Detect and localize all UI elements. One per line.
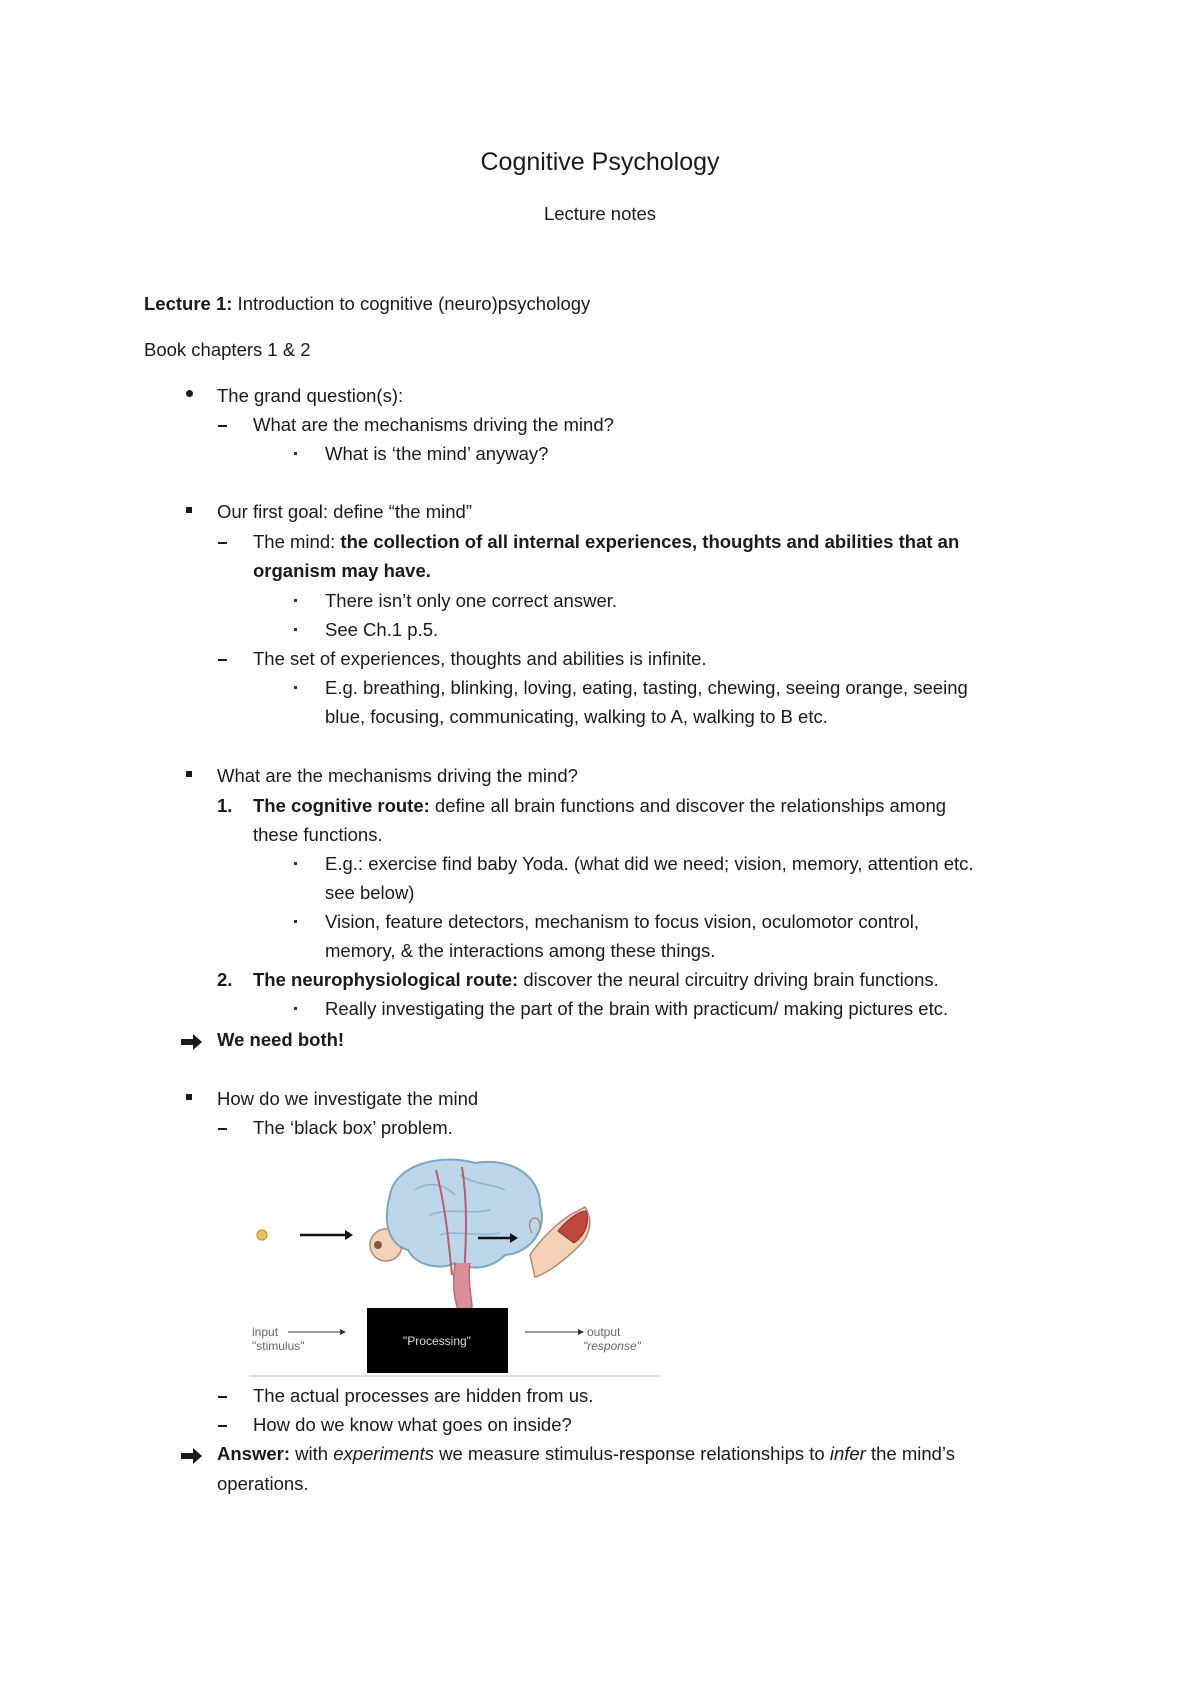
answer-infer: infer [829, 1443, 866, 1464]
document-subtitle: Lecture notes [543, 203, 657, 224]
section-2-subitem: See Ch.1 p.5. [325, 619, 439, 640]
output-arrow-head [578, 1329, 584, 1335]
section-1-heading: The grand question(s): [217, 385, 404, 406]
section-3-subitem-cont: memory, & the interactions among these things. [325, 940, 716, 961]
dash-icon [218, 1128, 227, 1130]
bullet-dot-icon [186, 390, 193, 397]
mind-definition-text-cont: organism may have. [253, 560, 431, 581]
input-label: input [252, 1325, 279, 1339]
answer-experiments: experiments [333, 1443, 434, 1464]
answer-label: Answer: [217, 1443, 290, 1464]
conclusion-text: We need both! [217, 1029, 345, 1050]
lecture-label: Lecture 1: [144, 293, 233, 314]
output-sub-label: "response" [583, 1339, 641, 1353]
neuro-route-text: discover the neural circuitry driving brain functions. [518, 969, 939, 990]
section-2-item: The set of experiences, thoughts and abilities is infinite. [253, 648, 707, 669]
neurophysiological-route [253, 965, 939, 994]
input-arrow-head [340, 1329, 346, 1335]
section-4-heading: How do we investigate the mind [217, 1088, 479, 1109]
stimulus-dot [257, 1230, 267, 1240]
input-sub-label: "stimulus" [252, 1339, 305, 1353]
answer-cont: operations. [217, 1473, 309, 1494]
conclusion [217, 1025, 344, 1054]
cognitive-route [253, 791, 946, 820]
answer-text: we measure stimulus-response relationships to [433, 1443, 830, 1464]
sub-bullet-icon [294, 1007, 297, 1010]
number-label: 2. [217, 969, 233, 990]
cognitive-route-label: The cognitive route: [253, 795, 430, 816]
section-2-subitem-cont: blue, focusing, communicating, walking to A, walking to B etc. [325, 706, 828, 727]
arrow-right-icon [180, 1032, 204, 1052]
numbered-1-num [217, 791, 232, 820]
numbered-2-num [217, 965, 232, 994]
cognitive-route-text: define all brain functions and discover the relationships among [429, 795, 947, 816]
black-box-figure [240, 1145, 670, 1377]
answer [217, 1439, 955, 1468]
bullet-square-icon [186, 771, 192, 777]
section-4-item: The actual processes are hidden from us. [253, 1385, 594, 1406]
output-label: output [587, 1325, 621, 1339]
section-2-heading: Our first goal: define “the mind” [217, 501, 472, 522]
arrow-head [345, 1230, 353, 1240]
dash-icon [218, 1425, 227, 1427]
section-1-item: What are the mechanisms driving the mind? [253, 414, 614, 435]
dash-icon [218, 542, 227, 544]
sub-bullet-icon [294, 452, 297, 455]
section-3-subitem: E.g.: exercise find baby Yoda. (what did we need; vision, memory, attention etc. [325, 853, 974, 874]
section-2-subitem: E.g. breathing, blinking, loving, eating, tasting, chewing, seeing orange, seeing [325, 677, 968, 698]
section-4-item: How do we know what goes on inside? [253, 1414, 572, 1435]
sub-bullet-icon [294, 862, 297, 865]
document-title: Cognitive Psychology [480, 148, 720, 176]
cognitive-route-cont: these functions. [253, 824, 383, 845]
section-3-subitem-cont: see below) [325, 882, 415, 903]
section-3-heading: What are the mechanisms driving the mind? [217, 765, 578, 786]
sub-bullet-icon [294, 686, 297, 689]
sub-bullet-icon [294, 920, 297, 923]
section-3-subitem: Really investigating the part of the brain with practicum/ making pictures etc. [325, 998, 949, 1019]
section-3-subitem: Vision, feature detectors, mechanism to focus vision, oculomotor control, [325, 911, 919, 932]
section-1-subitem: What is ‘the mind’ anyway? [325, 443, 549, 464]
sub-bullet-icon [294, 599, 297, 602]
arrow-right-icon [180, 1446, 204, 1466]
mind-definition-cont [253, 556, 431, 585]
dash-icon [218, 425, 227, 427]
bullet-square-icon [186, 507, 192, 513]
dash-icon [218, 659, 227, 661]
answer-text: the mind’s [865, 1443, 955, 1464]
answer-text: with [290, 1443, 334, 1464]
neuro-route-label: The neurophysiological route: [253, 969, 519, 990]
bullet-square-icon [186, 1094, 192, 1100]
section-4-item: The ‘black box’ problem. [253, 1117, 453, 1138]
dash-icon [218, 1396, 227, 1398]
processing-label: "Processing" [403, 1334, 471, 1348]
mind-definition-text: the collection of all internal experiences, thoughts and abilities that an [340, 531, 960, 552]
black-box-illustration [240, 1145, 670, 1377]
sub-bullet-icon [294, 628, 297, 631]
lecture-heading [144, 289, 590, 318]
mind-definition [253, 527, 959, 556]
book-chapters: Book chapters 1 & 2 [144, 339, 311, 360]
mind-definition-label: The mind: [253, 531, 341, 552]
number-label: 1. [217, 795, 233, 816]
section-2-subitem: There isn’t only one correct answer. [325, 590, 618, 611]
lecture-title: Introduction to cognitive (neuro)psychology [232, 293, 591, 314]
pupil [374, 1241, 382, 1249]
